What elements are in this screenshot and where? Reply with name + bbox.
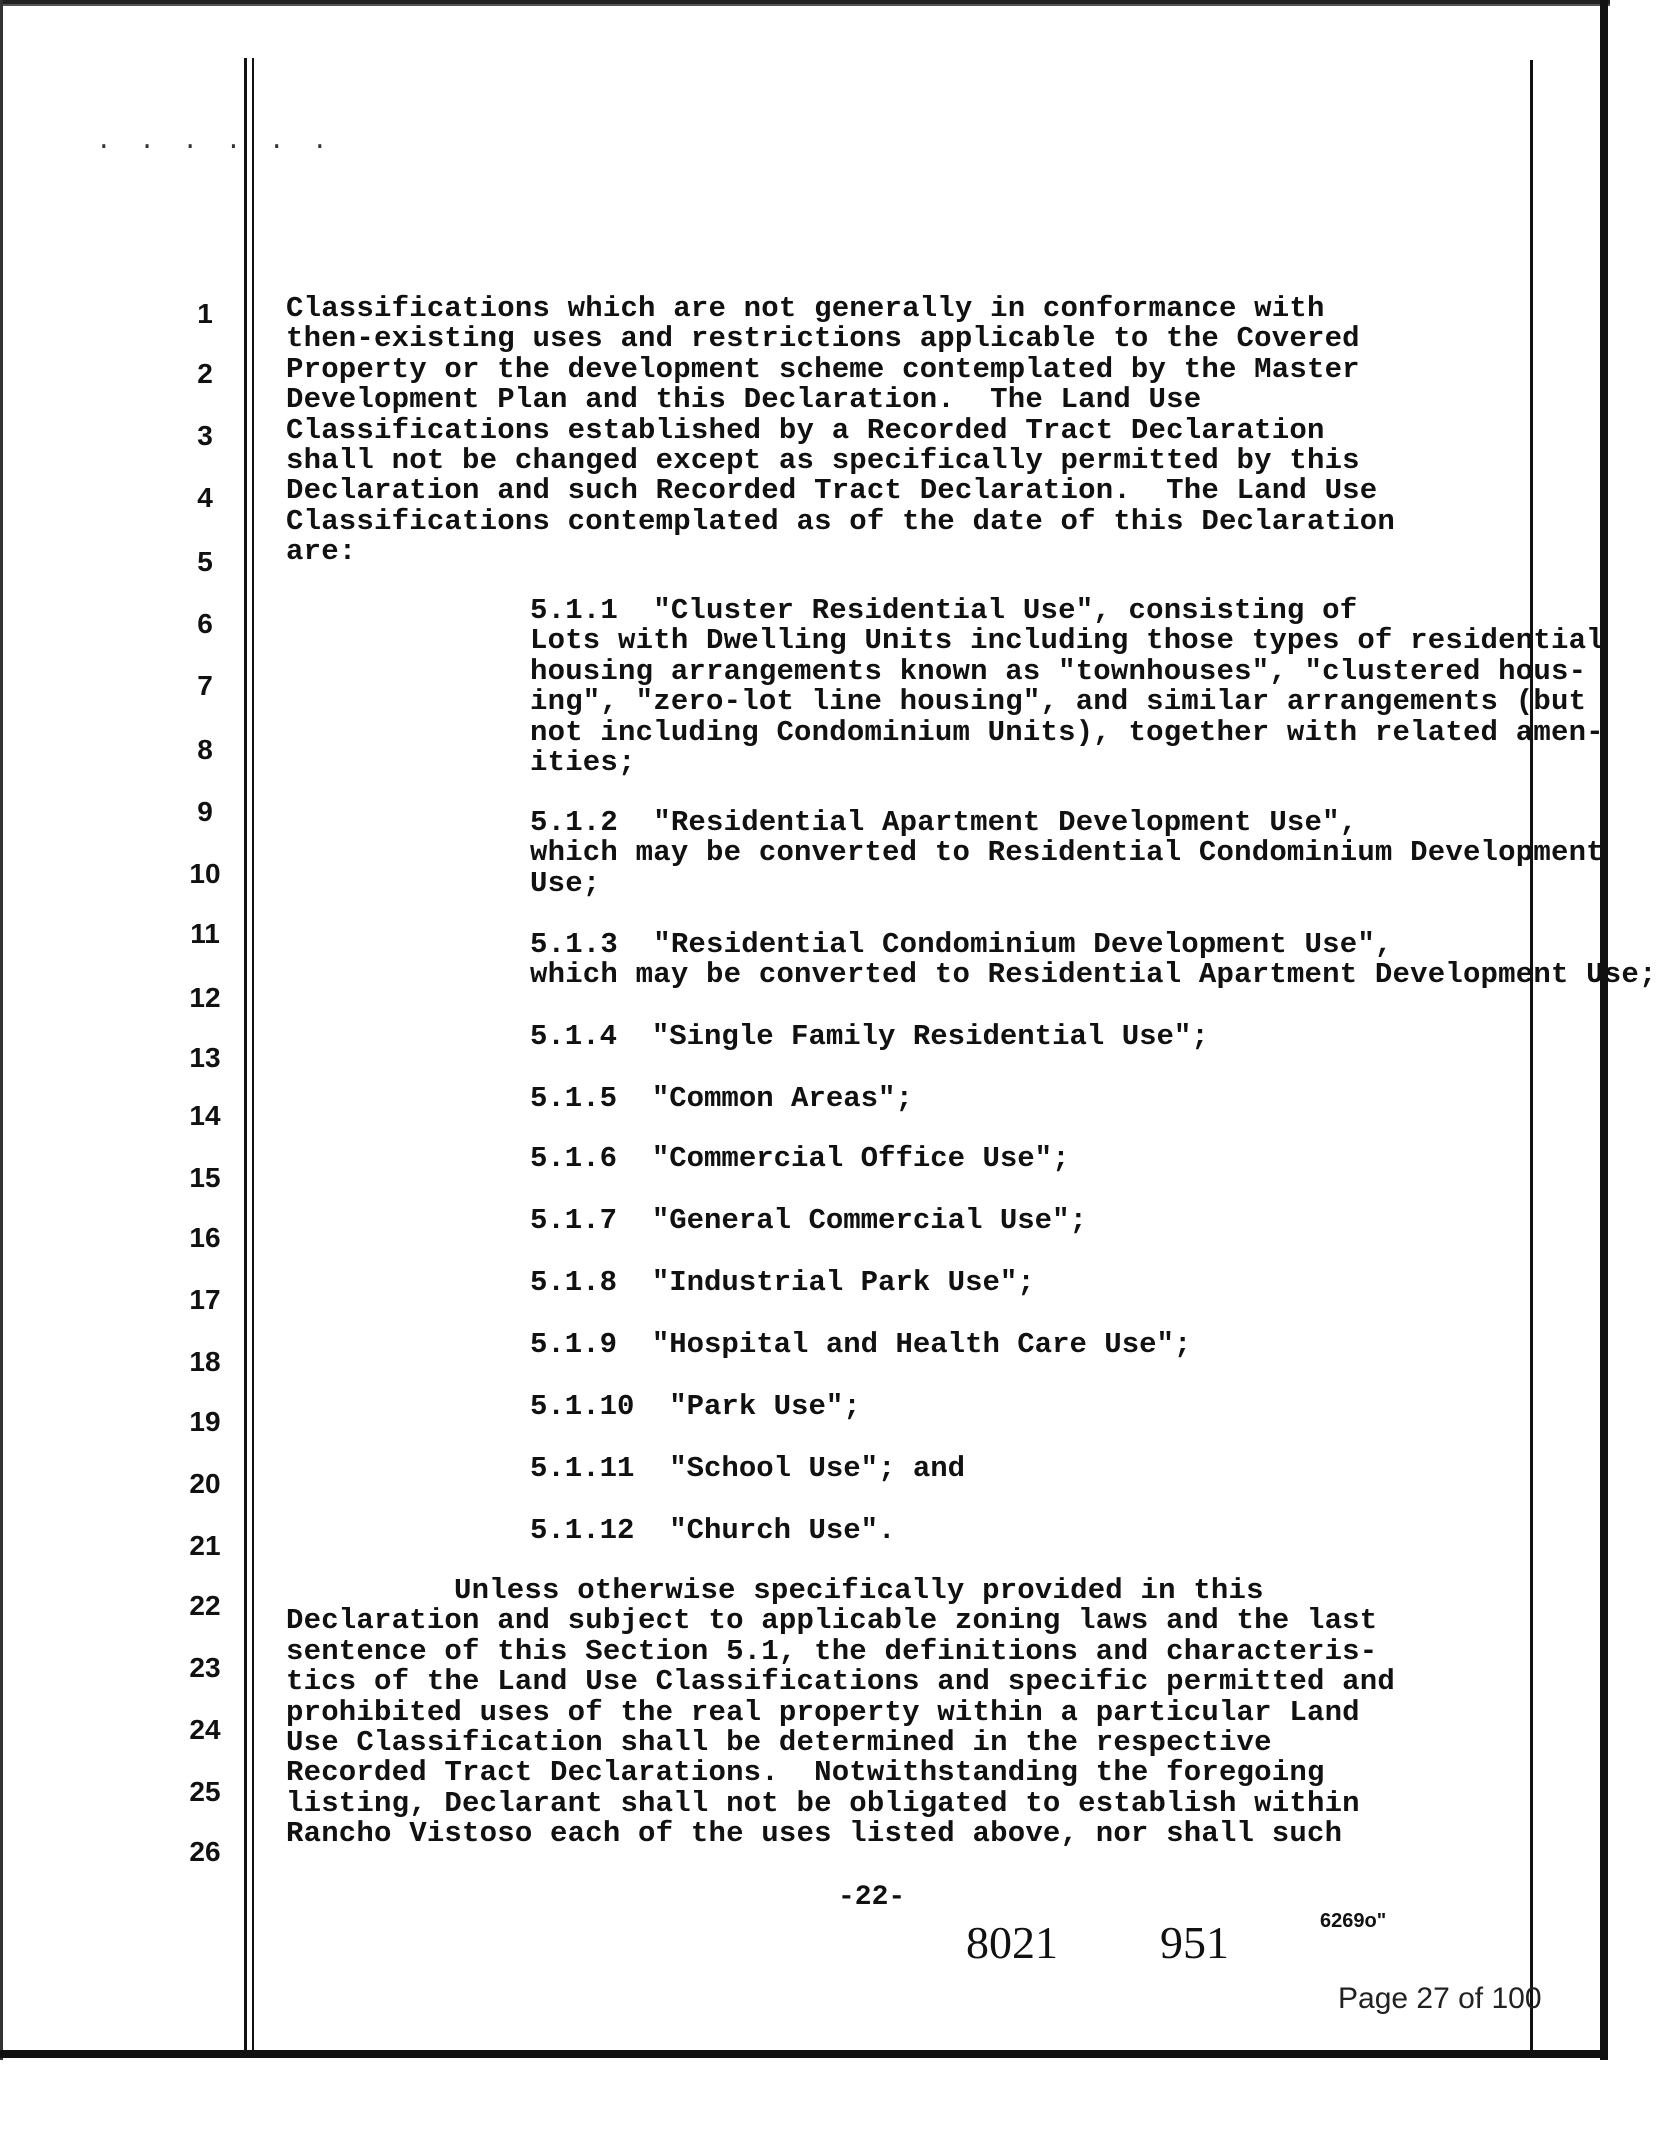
margin-rule-left-inner xyxy=(252,58,254,2054)
line-number: 24 xyxy=(189,1714,221,1745)
line-number: 7 xyxy=(197,670,213,701)
line-number: 18 xyxy=(189,1346,221,1377)
line-number: 21 xyxy=(189,1530,221,1561)
item-5-1-12: 5.1.12 "Church Use". xyxy=(530,1514,896,1547)
line-number: 2 xyxy=(197,358,213,389)
line-number: 1 xyxy=(197,298,213,329)
line-number: 4 xyxy=(197,482,213,513)
margin-rule-left xyxy=(244,58,247,2054)
paragraph-definitions: Unless otherwise specifically provided in this Declaration and subject to applicable zoning laws and the last sentence of this Section 5.1, the definitions and characteris- tics of the Land Use Classifications and specific permitted and prohibited uses of the real property within a particular Land Use Classification shall be determined in the respective Recorded Tract Declarations. Notwithstanding the foregoing listing, Declarant shall not be obligated to establish within Rancho Vistoso each of the uses listed above, nor shall such xyxy=(286,1574,1395,1851)
line-number: 13 xyxy=(189,1042,221,1073)
scan-speckle: . . . . . . xyxy=(96,126,334,156)
line-number: 6 xyxy=(197,608,213,639)
scan-border-right xyxy=(1600,0,1608,2060)
line-number: 17 xyxy=(189,1284,221,1315)
item-5-1-5: 5.1.5 "Common Areas"; xyxy=(530,1082,913,1115)
item-5-1-10: 5.1.10 "Park Use"; xyxy=(530,1390,861,1423)
recording-number-book: 8021 xyxy=(966,1917,1058,1968)
line-number: 16 xyxy=(189,1222,221,1253)
line-number: 3 xyxy=(197,420,213,451)
item-5-1-9: 5.1.9 "Hospital and Health Care Use"; xyxy=(530,1328,1192,1361)
line-number: 5 xyxy=(197,546,213,577)
line-number: 20 xyxy=(189,1468,221,1499)
recording-number-page: 951 xyxy=(1160,1917,1229,1968)
line-number: 10 xyxy=(189,858,221,889)
item-5-1-7: 5.1.7 "General Commercial Use"; xyxy=(530,1204,1087,1237)
line-number: 23 xyxy=(189,1652,221,1683)
page-number: -22- xyxy=(838,1882,906,1913)
item-5-1-1: 5.1.1 "Cluster Residential Use", consisting of Lots with Dwelling Units including those types of residential housing arrangements known as "townhouses", "clustered hous- ing", "zero-lot line housing", and similar arrangements (but not including Condominium Units), together with related amen- ities; xyxy=(530,594,1604,780)
item-5-1-3: 5.1.3 "Residential Condominium Development Use", which may be converted to Residential Apartment Development Use; xyxy=(530,928,1657,992)
line-number: 19 xyxy=(189,1406,221,1437)
line-number: 12 xyxy=(189,982,221,1013)
line-number: 26 xyxy=(189,1836,221,1867)
item-5-1-2: 5.1.2 "Residential Apartment Development Use", which may be converted to Residential Condominium Development Use; xyxy=(530,806,1604,900)
item-5-1-4: 5.1.4 "Single Family Residential Use"; xyxy=(530,1020,1209,1053)
line-number: 25 xyxy=(189,1776,221,1807)
item-5-1-6: 5.1.6 "Commercial Office Use"; xyxy=(530,1142,1070,1175)
line-number: 14 xyxy=(189,1100,221,1131)
line-number: 8 xyxy=(197,734,213,765)
line-number: 9 xyxy=(197,796,213,827)
line-number: 15 xyxy=(189,1162,221,1193)
line-number: 22 xyxy=(189,1590,221,1621)
scan-border-top xyxy=(0,0,1610,12)
margin-rule-right xyxy=(1530,60,1533,2054)
scan-border-left xyxy=(0,0,3,2060)
document-code: 6269o" xyxy=(1320,1910,1387,1932)
item-5-1-11: 5.1.11 "School Use"; and xyxy=(530,1452,966,1485)
item-5-1-8: 5.1.8 "Industrial Park Use"; xyxy=(530,1266,1035,1299)
scan-border-bottom xyxy=(0,2050,1600,2058)
page-count: Page 27 of 100 xyxy=(1338,1982,1542,2015)
line-number: 11 xyxy=(190,918,220,949)
paragraph-land-use-classifications: Classifications which are not generally in conformance with then-existing uses and restrictions applicable to the Covered Property or the development scheme contemplated by the Master Development Plan and this Declaration. The Land Use Classifications established by a Recorded Tract Declaration shall not be changed except as specifically permitted by this Declaration and such Recorded Tract Declaration. The Land Use Classifications contemplated as of the date of this Declaration are: xyxy=(286,292,1395,569)
